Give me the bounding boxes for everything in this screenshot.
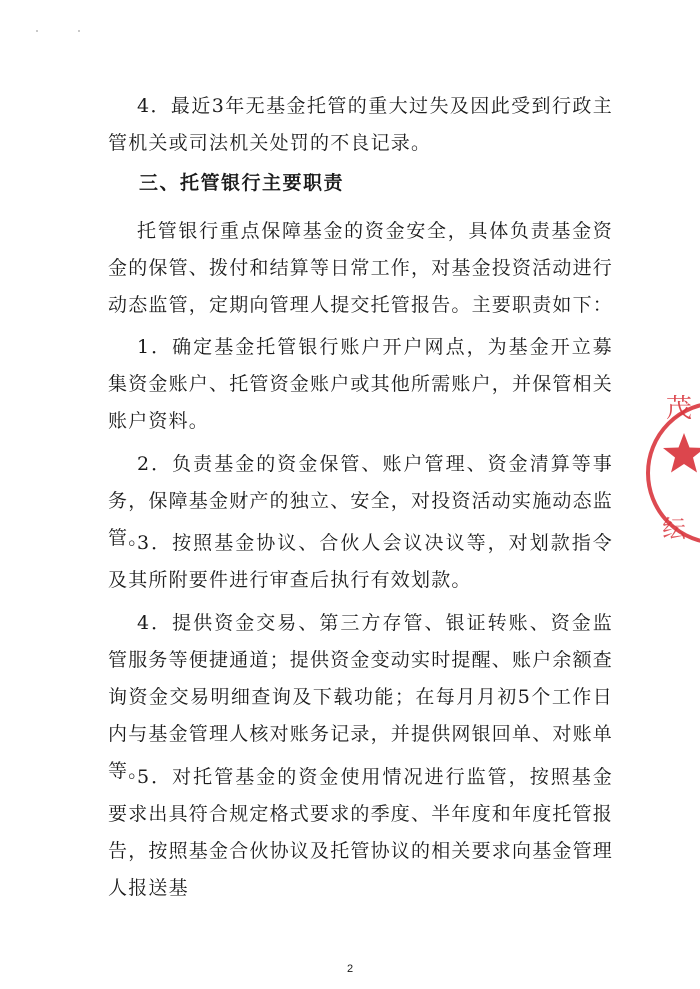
section-heading: 三、托管银行主要职责 <box>139 172 345 194</box>
duty-item-2: 2．负责基金的资金保管、账户管理、资金清算等事务，保障基金财产的独立、安全，对投资活动实施动态监管。 <box>108 453 614 549</box>
duty-item-3: 3．按照基金协议、合伙人会议决议等，对划款指令及其所附要件进行审查后执行有效划款。 <box>108 532 613 591</box>
duty-item-5: 5．对托管基金的资金使用情况进行监管，按照基金要求出具符合规定格式要求的季度、半年度和年度托管报告，按照基金合伙协议及托管协议的相关要求向基金管理人报送基 <box>108 766 614 899</box>
seal-character: 纭 <box>662 515 686 543</box>
duty-item-1: 1．确定基金托管银行账户开户网点，为基金开立募集资金账户、托管资金账户或其他所需账户，并保管相关账户资料。 <box>108 336 614 432</box>
page-number: 2 <box>346 963 354 975</box>
paragraph-item-4: 4．最近3年无基金托管的重大过失及因此受到行政主管机关或司法机关处罚的不良记录。 <box>108 95 613 154</box>
intro-paragraph: 托管银行重点保障基金的资金安全，具体负责基金资金的保管、拨付和结算等日常工作，对基金投资活动进行动态监管，定期向管理人提交托管报告。主要职责如下： <box>108 220 614 316</box>
official-seal-stamp <box>640 395 700 555</box>
seal-star-icon <box>663 433 700 473</box>
scan-speck <box>36 30 38 32</box>
duty-item-4: 4．提供资金交易、第三方存管、银证转账、资金监管服务等便捷通道；提供资金变动实时提醒、账户余额查询资金交易明细查询及下载功能；在每月月初5个工作日内与基金管理人核对账务记录，并提供网银回单、对账单等。 <box>108 612 614 782</box>
scan-speck <box>78 30 80 32</box>
seal-character: 茂 <box>666 395 693 424</box>
